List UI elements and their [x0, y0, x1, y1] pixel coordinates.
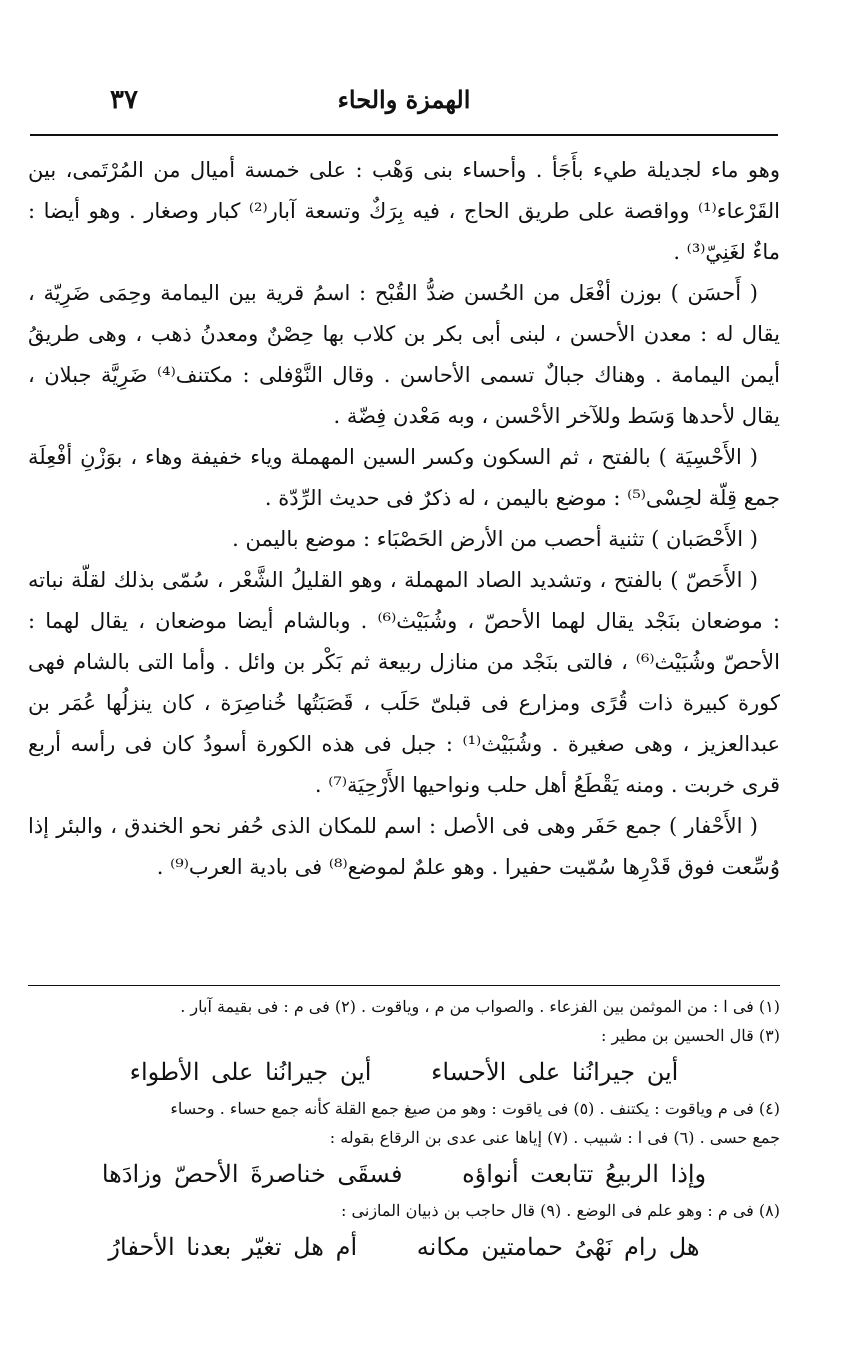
running-title: الهمزة والحاء — [337, 85, 471, 114]
verse-hemistich: أين جيرانُنا على الأحساء — [431, 1058, 679, 1086]
main-text — [28, 150, 780, 888]
poetry-verse — [28, 1225, 780, 1269]
paragraph-ahsan: ( أَحسَن ) بوزن أفْعَل من الحُسن ضدُّ القُبْح : اسمُ قرية بين اليمامة وحِمَى ضَرِيّة ، يقال له : معدن الأحسن ، لبنى أبى بكر بن كلاب بها حِصْنٌ ومعدنُ ذهب ، وهى طريقُ أيمن اليمامة . وهناك جبالٌ تسمى الأحاسن . وقال النَّوْفلى : مكتنف⁽⁴⁾ ضَرِيَّة جبلان ، يقال لأحدها وَسَط وللآخر الأحْسن ، وبه مَعْدن فِضّة . — [28, 281, 781, 428]
header-divider — [30, 134, 778, 136]
page-number: ٣٧ — [110, 85, 138, 115]
footnote-line: (١) فى ا : من الموثمن بين الفزعاء . والصواب من م ، وياقوت . (٢) فى م : فى بقيمة آبار . — [180, 997, 780, 1016]
footnote-line: جمع حسى . (٦) فى ا : شبيب . (٧) إياها عنى عدى بن الرقاع بقوله : — [329, 1128, 780, 1147]
footnote-line: (٣) قال الحسين بن مطير : — [601, 1026, 780, 1045]
verse-hemistich: فسقَى خناصرةَ الأحصّ وزادَها — [101, 1160, 403, 1188]
verse-hemistich: أين جيرانُنا على الأطواء — [129, 1058, 372, 1086]
verse-hemistich: أم هل تغيّر بعدنا الأحفارُ — [108, 1233, 358, 1261]
page-header — [30, 85, 778, 125]
paragraph-ahass: ( الأَحَصّ ) بالفتح ، وتشديد الصاد المهملة ، وهو القليلُ الشَّعْر ، سُمّى بذلك لقلّة نباته : موضعان بنَجْد يقال لهما الأحصّ ، وشُبَيْث⁽⁶⁾ . وبالشام أيضا موضعان ، يقال لهما : الأحصّ وشُبَيْث⁽⁶⁾ ، فالتى بنَجْد من منازل ربيعة ثم بَكْر بن وائل . وأما التى بالشام فهى كورة كبيرة ذات قُرًى ومزارع فى قبلىّ حَلَب ، قَصَبَتُها خُناصِرَة ، كان ينزلُها عُمَر بن عبدالعزيز ، وهى صغيرة . وشُبَيْث⁽¹⁾ : جبل فى هذه الكورة أسودُ كان فى رأسه أربع قرى خربت . ومنه يَقْطَعُ أهل حلب ونواحيها الأَرْحِيَة⁽⁷⁾ . — [28, 568, 780, 797]
paragraph-ahsa-continued: وهو ماء لجديلة طيء بأَجَأ . وأحساء بنى وَهْب : على خمسة أميال من المُرْتَمى، بين القَرْعاء⁽¹⁾ وواقصة على طريق الحاج ، فيه بِرَكٌ وتسعة آبار⁽²⁾ كبار وصغار . وهو أيضا : ماءٌ لغَنِيّ⁽³⁾ . — [28, 158, 780, 264]
footnote-line: (٤) فى م وياقوت : يكتنف . (٥) فى ياقوت : وهو من صيغ جمع القلة كأنه جمع حساء . وحساء — [170, 1099, 780, 1118]
paragraph-ahsaban: ( الأَحْصَبان ) تثنية أحصب من الأرض الحَصْبَاء : موضع باليمن . — [232, 527, 758, 551]
verse-hemistich: هل رام نَهْىُ حمامتين مكانه — [416, 1233, 700, 1261]
poetry-verse — [28, 1050, 780, 1094]
verse-hemistich: وإذا الربيعُ تتابعت أنواؤه — [462, 1160, 707, 1188]
paragraph-ahfar: ( الأَحْفار ) جمع حَفَر وهى فى الأصل : اسم للمكان الذى حُفر نحو الخندق ، والبئر إذا وُسِّعت فوق قَدْرِها سُمّيت حفيرا . وهو علمٌ لموضع⁽⁸⁾ فى بادية العرب⁽⁹⁾ . — [28, 814, 780, 879]
poetry-verse — [28, 1152, 780, 1196]
footnote-line: (٨) فى م : وهو علم فى الوضع . (٩) قال حاجب بن ذبيان المازنى : — [341, 1201, 780, 1220]
footnote-divider — [28, 985, 780, 986]
footnotes — [28, 992, 780, 1269]
paragraph-ahsiya: ( الأَحْسِيَة ) بالفتح ، ثم السكون وكسر السين المهملة وياء خفيفة وهاء ، بوَزْنِ أفْعِلَة جمع قِلّة لحِسْى⁽⁵⁾ : موضع باليمن ، له ذكرٌ فى حديث الرِّدّة . — [28, 445, 780, 510]
